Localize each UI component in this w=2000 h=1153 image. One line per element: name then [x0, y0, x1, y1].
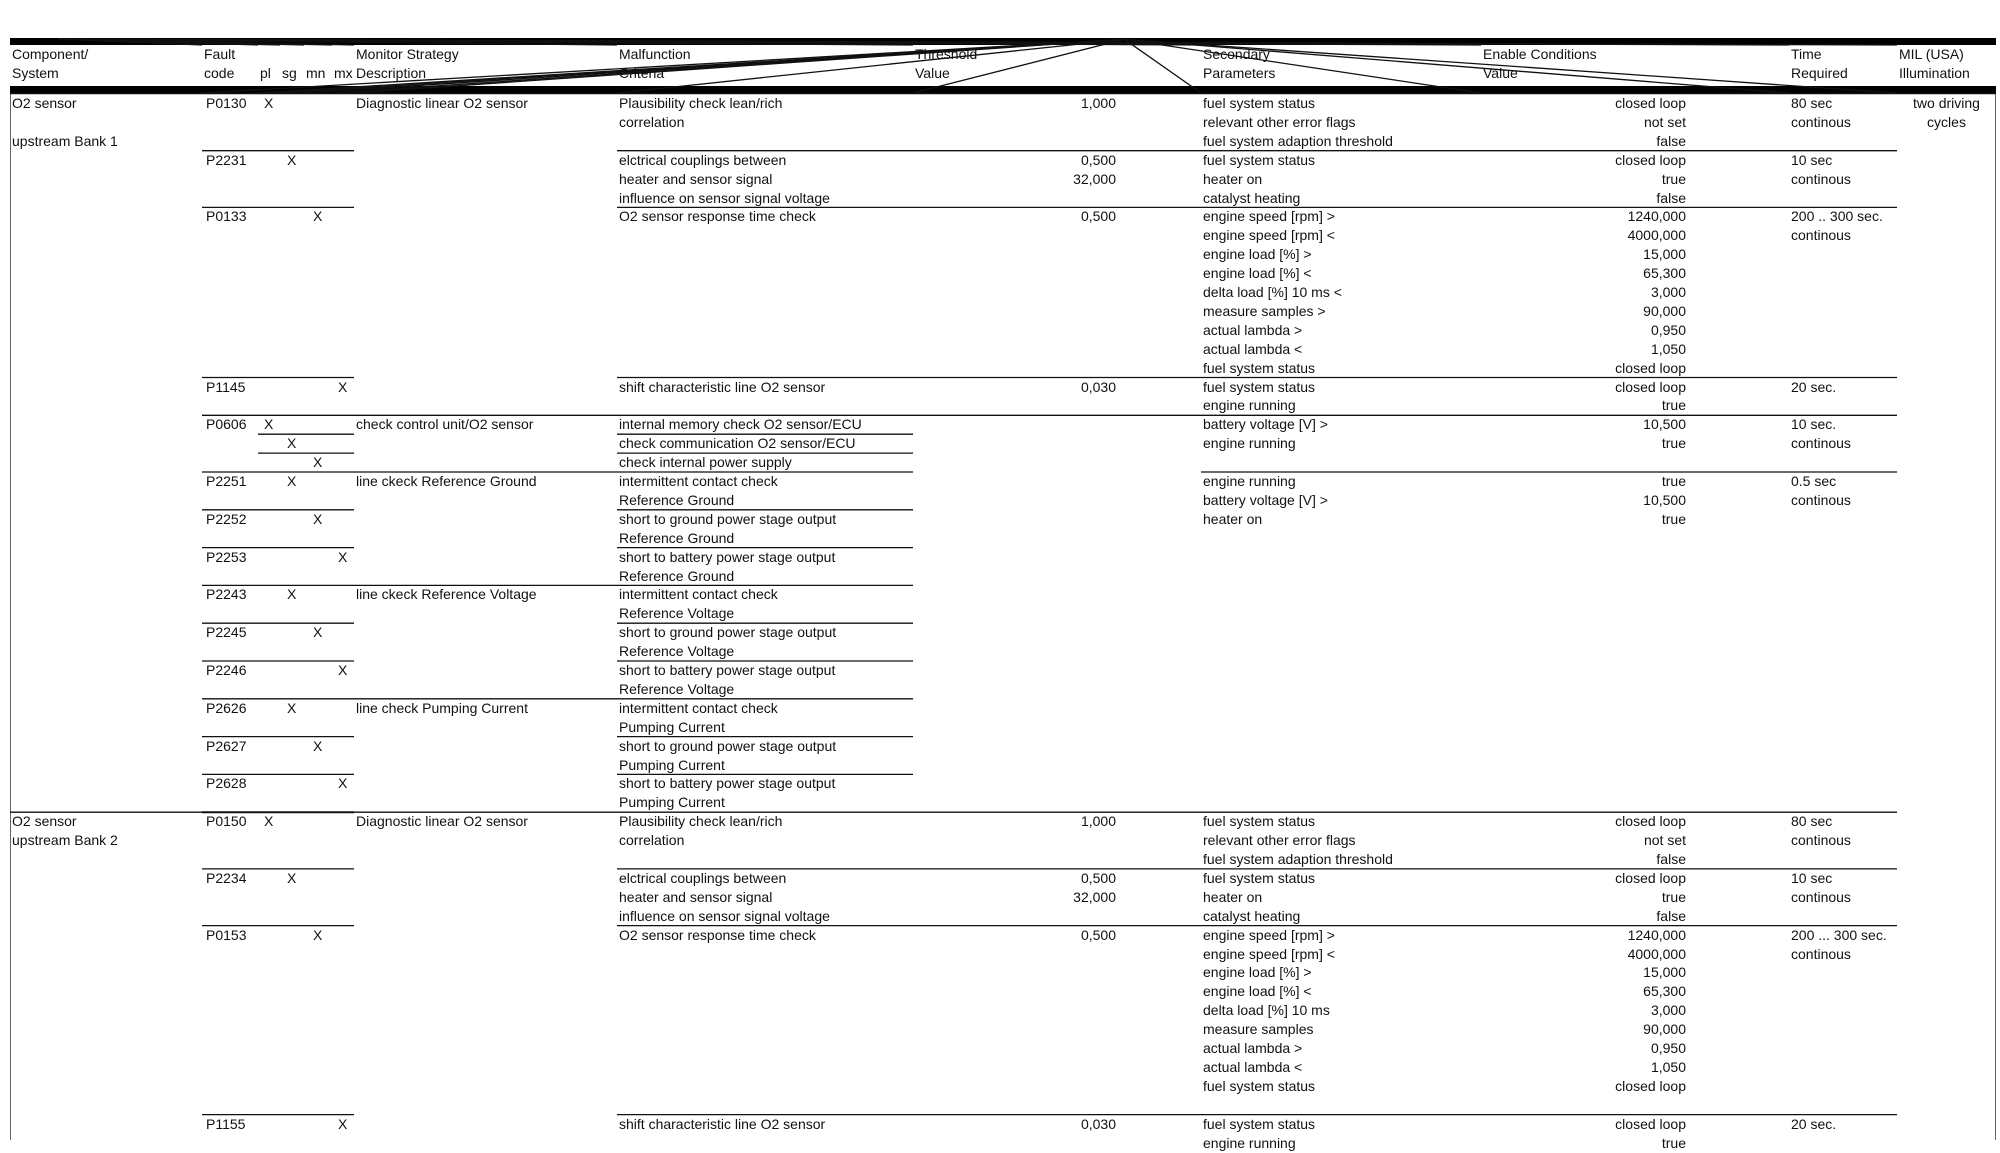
- header-component: System: [12, 64, 59, 81]
- secondary-parameter: battery voltage [V] >: [1203, 491, 1328, 508]
- header-mil: MIL (USA): [1899, 46, 1964, 62]
- secondary-parameter: fuel system status: [1203, 813, 1316, 830]
- fault-code: P0130: [206, 95, 247, 111]
- enable-condition-value: closed loop: [1615, 151, 1686, 168]
- header-monitor-strategy: Monitor Strategy: [356, 46, 459, 62]
- malfunction-criteria: Reference Ground: [619, 529, 735, 546]
- time-required: 0.5 sec: [1791, 473, 1837, 489]
- secondary-parameter: actual lambda >: [1203, 1040, 1303, 1056]
- secondary-parameter: engine running: [1203, 473, 1296, 489]
- enable-condition-value: 3,000: [1650, 284, 1686, 300]
- threshold-value: 0,500: [1080, 208, 1116, 225]
- threshold-value: 32,000: [1073, 888, 1116, 905]
- time-required: continous: [1791, 945, 1851, 962]
- malfunction-criteria: Pumping Current: [619, 756, 725, 773]
- secondary-parameter: actual lambda >: [1203, 321, 1303, 338]
- header-threshold: Value: [915, 64, 950, 81]
- enable-condition-value: 1,050: [1650, 1058, 1686, 1075]
- malfunction-criteria: short to ground power stage output: [619, 624, 837, 641]
- secondary-parameter: fuel system status: [1203, 359, 1316, 376]
- secondary-parameter: fuel system adaption threshold: [1203, 132, 1393, 149]
- malfunction-criteria: Pumping Current: [619, 794, 725, 811]
- secondary-parameter: measure samples >: [1203, 302, 1326, 319]
- enable-condition-value: true: [1661, 510, 1686, 527]
- time-required: 80 sec: [1791, 95, 1833, 111]
- mark-mx: X: [338, 662, 348, 678]
- enable-condition-value: 0,950: [1650, 1040, 1686, 1056]
- secondary-parameter: engine running: [1203, 435, 1296, 452]
- time-required: continous: [1791, 491, 1851, 508]
- secondary-parameter: fuel system status: [1203, 95, 1316, 111]
- secondary-parameter: actual lambda <: [1203, 340, 1303, 357]
- secondary-parameter: engine load [%] >: [1203, 246, 1312, 263]
- fault-code: P2246: [206, 662, 247, 678]
- malfunction-criteria: intermittent contact check: [619, 586, 778, 603]
- secondary-parameter: relevant other error flags: [1203, 832, 1356, 849]
- threshold-value: 0,500: [1080, 926, 1116, 943]
- malfunction-criteria: influence on sensor signal voltage: [619, 907, 830, 924]
- enable-condition-value: 15,000: [1643, 964, 1686, 981]
- mark-pl: X: [264, 416, 274, 433]
- enable-condition-value: 1240,000: [1627, 208, 1686, 225]
- mark-mx: X: [338, 378, 348, 395]
- secondary-parameter: engine load [%] <: [1203, 265, 1312, 282]
- fault-code: P2243: [206, 586, 247, 603]
- malfunction-criteria: shift characteristic line O2 sensor: [619, 1115, 826, 1132]
- malfunction-criteria: Reference Ground: [619, 491, 735, 508]
- time-required: continous: [1791, 435, 1851, 452]
- enable-condition-value: 15,000: [1643, 246, 1686, 263]
- fault-code: P2245: [206, 624, 247, 641]
- enable-condition-value: 65,300: [1643, 265, 1686, 282]
- mark-mx: X: [338, 1115, 348, 1132]
- component-bank-1: O2 sensor: [12, 95, 77, 111]
- time-required: 200 ... 300 sec.: [1791, 926, 1887, 943]
- malfunction-criteria: short to ground power stage output: [619, 737, 837, 754]
- mark-pl: X: [264, 95, 274, 111]
- mark-mn: X: [313, 510, 323, 527]
- header-mn: mn: [306, 64, 326, 81]
- enable-condition-value: true: [1661, 1134, 1686, 1151]
- secondary-parameter: heater on: [1203, 170, 1263, 187]
- fault-code: P0153: [206, 926, 247, 943]
- malfunction-criteria: intermittent contact check: [619, 699, 778, 716]
- header-enable-conditions: Enable Conditions: [1483, 46, 1597, 62]
- header-monitor-strategy: Description: [356, 64, 427, 81]
- mark-pl: X: [264, 813, 274, 830]
- malfunction-criteria: elctrical couplings between: [619, 869, 787, 886]
- header-time-required: Time: [1791, 46, 1822, 62]
- enable-condition-value: closed loop: [1615, 1077, 1686, 1094]
- header-component: Component/: [12, 46, 89, 62]
- enable-condition-value: true: [1661, 473, 1686, 489]
- header-pl: pl: [260, 64, 271, 81]
- time-required: 10 sec.: [1791, 416, 1837, 433]
- enable-condition-value: 10,500: [1643, 491, 1686, 508]
- mark-mn: X: [313, 208, 323, 225]
- enable-condition-value: not set: [1643, 832, 1686, 849]
- secondary-parameter: engine speed [rpm] <: [1203, 945, 1335, 962]
- malfunction-criteria: shift characteristic line O2 sensor: [619, 378, 826, 395]
- malfunction-criteria: O2 sensor response time check: [619, 926, 816, 943]
- grid-line: [1124, 39, 1201, 93]
- enable-condition-value: false: [1656, 907, 1686, 924]
- secondary-parameter: measure samples: [1203, 1021, 1314, 1038]
- header-time-required: Required: [1791, 64, 1848, 81]
- malfunction-criteria: check internal power supply: [619, 454, 792, 471]
- mark-sg: X: [287, 151, 297, 168]
- enable-condition-value: 90,000: [1643, 302, 1686, 319]
- enable-condition-value: closed loop: [1615, 1115, 1686, 1132]
- malfunction-criteria: intermittent contact check: [619, 473, 778, 489]
- mark-sg: X: [287, 435, 297, 452]
- monitor-strategy: Diagnostic linear O2 sensor: [356, 813, 528, 830]
- secondary-parameter: engine load [%] <: [1203, 983, 1312, 1000]
- time-required: continous: [1791, 170, 1851, 187]
- fault-code: P2231: [206, 151, 247, 168]
- mark-mx: X: [338, 775, 348, 792]
- mark-sg: X: [287, 699, 297, 716]
- enable-condition-value: 1,050: [1650, 340, 1686, 357]
- enable-condition-value: 3,000: [1650, 1002, 1686, 1019]
- secondary-parameter: engine speed [rpm] >: [1203, 208, 1335, 225]
- enable-condition-value: true: [1661, 397, 1686, 414]
- header-secondary-parameters: Secondary: [1203, 46, 1270, 62]
- fault-code: P2626: [206, 699, 247, 716]
- malfunction-criteria: influence on sensor signal voltage: [619, 189, 830, 206]
- secondary-parameter: fuel system status: [1203, 378, 1316, 395]
- enable-condition-value: 1240,000: [1627, 926, 1686, 943]
- secondary-parameter: engine speed [rpm] >: [1203, 926, 1335, 943]
- fault-code: P2234: [206, 869, 247, 886]
- component-bank-1: upstream Bank 1: [12, 132, 118, 149]
- enable-condition-value: 65,300: [1643, 983, 1686, 1000]
- malfunction-criteria: Plausibility check lean/rich: [619, 813, 783, 830]
- enable-condition-value: closed loop: [1615, 359, 1686, 376]
- threshold-value: 0,030: [1080, 1115, 1116, 1132]
- secondary-parameter: engine load [%] >: [1203, 964, 1312, 981]
- mark-mn: X: [313, 926, 323, 943]
- enable-condition-value: 90,000: [1643, 1021, 1686, 1038]
- enable-condition-value: true: [1661, 888, 1686, 905]
- fault-code: P1155: [206, 1115, 246, 1132]
- malfunction-criteria: check communication O2 sensor/ECU: [619, 435, 856, 452]
- malfunction-criteria: Reference Ground: [619, 567, 735, 584]
- grid-line: [354, 39, 1124, 93]
- enable-condition-value: closed loop: [1615, 378, 1686, 395]
- secondary-parameter: catalyst heating: [1203, 189, 1301, 206]
- mark-mn: X: [313, 624, 323, 641]
- threshold-value: 1,000: [1080, 95, 1116, 111]
- table-grid: [10, 38, 1996, 1140]
- monitor-strategy: line ckeck Reference Voltage: [356, 586, 537, 603]
- secondary-parameter: engine running: [1203, 397, 1296, 414]
- malfunction-criteria: short to ground power stage output: [619, 510, 837, 527]
- malfunction-criteria: correlation: [619, 113, 685, 130]
- header-malfunction-criteria: Malfunction: [619, 46, 691, 62]
- mark-mn: X: [313, 737, 323, 754]
- malfunction-criteria: Reference Voltage: [619, 643, 735, 660]
- enable-condition-value: closed loop: [1615, 813, 1686, 830]
- monitor-strategy: line ckeck Reference Ground: [356, 473, 537, 489]
- malfunction-criteria: Plausibility check lean/rich: [619, 95, 783, 111]
- component-bank-2: O2 sensor: [12, 813, 77, 830]
- malfunction-criteria: heater and sensor signal: [619, 170, 773, 187]
- monitor-strategy: Diagnostic linear O2 sensor: [356, 95, 528, 111]
- malfunction-criteria: short to battery power stage output: [619, 775, 836, 792]
- secondary-parameter: engine speed [rpm] <: [1203, 227, 1335, 244]
- time-required: 10 sec: [1791, 151, 1833, 168]
- mark-mn: X: [313, 454, 323, 471]
- header-fault-code: code: [204, 64, 235, 81]
- header-fault-code: Fault: [204, 46, 236, 62]
- enable-condition-value: 10,500: [1643, 416, 1686, 433]
- enable-condition-value: false: [1656, 189, 1686, 206]
- time-required: 200 .. 300 sec.: [1791, 208, 1883, 225]
- threshold-value: 0,030: [1080, 378, 1116, 395]
- header-threshold: Threshold: [915, 46, 978, 62]
- secondary-parameter: heater on: [1203, 510, 1263, 527]
- fault-code: P2628: [206, 775, 247, 792]
- secondary-parameter: engine running: [1203, 1134, 1296, 1151]
- mil-illumination: cycles: [1927, 113, 1966, 130]
- secondary-parameter: fuel system status: [1203, 1115, 1316, 1132]
- mark-sg: X: [287, 473, 297, 489]
- time-required: continous: [1791, 227, 1851, 244]
- enable-condition-value: false: [1656, 851, 1686, 867]
- monitor-strategy: line check Pumping Current: [356, 699, 528, 716]
- malfunction-criteria: short to battery power stage output: [619, 662, 836, 678]
- malfunction-criteria: short to battery power stage output: [619, 548, 836, 565]
- dtc-table: [10, 38, 1996, 1151]
- threshold-value: 1,000: [1080, 813, 1116, 830]
- mil-illumination: two driving: [1913, 95, 1980, 111]
- fault-code: P2252: [206, 510, 247, 527]
- fault-code: P0150: [206, 813, 247, 830]
- secondary-parameter: fuel system status: [1203, 151, 1316, 168]
- secondary-parameter: actual lambda <: [1203, 1058, 1303, 1075]
- threshold-value: 0,500: [1080, 869, 1116, 886]
- mark-sg: X: [287, 586, 297, 603]
- enable-condition-value: false: [1656, 132, 1686, 149]
- secondary-parameter: heater on: [1203, 888, 1263, 905]
- time-required: continous: [1791, 113, 1851, 130]
- time-required: 10 sec: [1791, 869, 1833, 886]
- grid-line: [1124, 39, 1481, 93]
- fault-code: P0606: [206, 416, 247, 433]
- secondary-parameter: fuel system status: [1203, 869, 1316, 886]
- secondary-parameter: delta load [%] 10 ms <: [1203, 284, 1342, 300]
- header-mx: mx: [334, 64, 353, 81]
- time-required: continous: [1791, 832, 1851, 849]
- secondary-parameter: fuel system adaption threshold: [1203, 851, 1393, 867]
- secondary-parameter: fuel system status: [1203, 1077, 1316, 1094]
- time-required: 20 sec.: [1791, 1115, 1837, 1132]
- enable-condition-value: true: [1661, 170, 1686, 187]
- fault-code: P0133: [206, 208, 247, 225]
- malfunction-criteria: internal memory check O2 sensor/ECU: [619, 416, 862, 433]
- fault-code: P2253: [206, 548, 247, 565]
- enable-condition-value: true: [1661, 435, 1686, 452]
- secondary-parameter: relevant other error flags: [1203, 113, 1356, 130]
- malfunction-criteria: elctrical couplings between: [619, 151, 787, 168]
- fault-code: P2251: [206, 473, 247, 489]
- monitor-strategy: check control unit/O2 sensor: [356, 416, 534, 433]
- header-secondary-parameters: Parameters: [1203, 64, 1276, 81]
- enable-condition-value: 4000,000: [1627, 227, 1686, 244]
- enable-condition-value: 4000,000: [1627, 945, 1686, 962]
- malfunction-criteria: correlation: [619, 832, 685, 849]
- enable-condition-value: 0,950: [1650, 321, 1686, 338]
- time-required: 80 sec: [1791, 813, 1833, 830]
- mark-sg: X: [287, 869, 297, 886]
- secondary-parameter: battery voltage [V] >: [1203, 416, 1328, 433]
- fault-code: P1145: [206, 378, 246, 395]
- mark-mx: X: [338, 548, 348, 565]
- malfunction-criteria: Reference Voltage: [619, 605, 735, 622]
- time-required: continous: [1791, 888, 1851, 905]
- header-enable-conditions: Value: [1483, 64, 1518, 81]
- malfunction-criteria: heater and sensor signal: [619, 888, 773, 905]
- secondary-parameter: catalyst heating: [1203, 907, 1301, 924]
- malfunction-criteria: O2 sensor response time check: [619, 208, 816, 225]
- header-malfunction-criteria: Criteria: [619, 64, 665, 81]
- enable-condition-value: closed loop: [1615, 869, 1686, 886]
- enable-condition-value: not set: [1643, 113, 1686, 130]
- component-bank-2: upstream Bank 2: [12, 832, 118, 849]
- header-mil: Illumination: [1899, 64, 1970, 81]
- threshold-value: 32,000: [1073, 170, 1116, 187]
- secondary-parameter: delta load [%] 10 ms: [1203, 1002, 1330, 1019]
- malfunction-criteria: Reference Voltage: [619, 680, 735, 697]
- time-required: 20 sec.: [1791, 378, 1837, 395]
- fault-code: P2627: [206, 737, 247, 754]
- threshold-value: 0,500: [1080, 151, 1116, 168]
- header-sg: sg: [282, 64, 297, 81]
- enable-condition-value: closed loop: [1615, 95, 1686, 111]
- malfunction-criteria: Pumping Current: [619, 718, 725, 735]
